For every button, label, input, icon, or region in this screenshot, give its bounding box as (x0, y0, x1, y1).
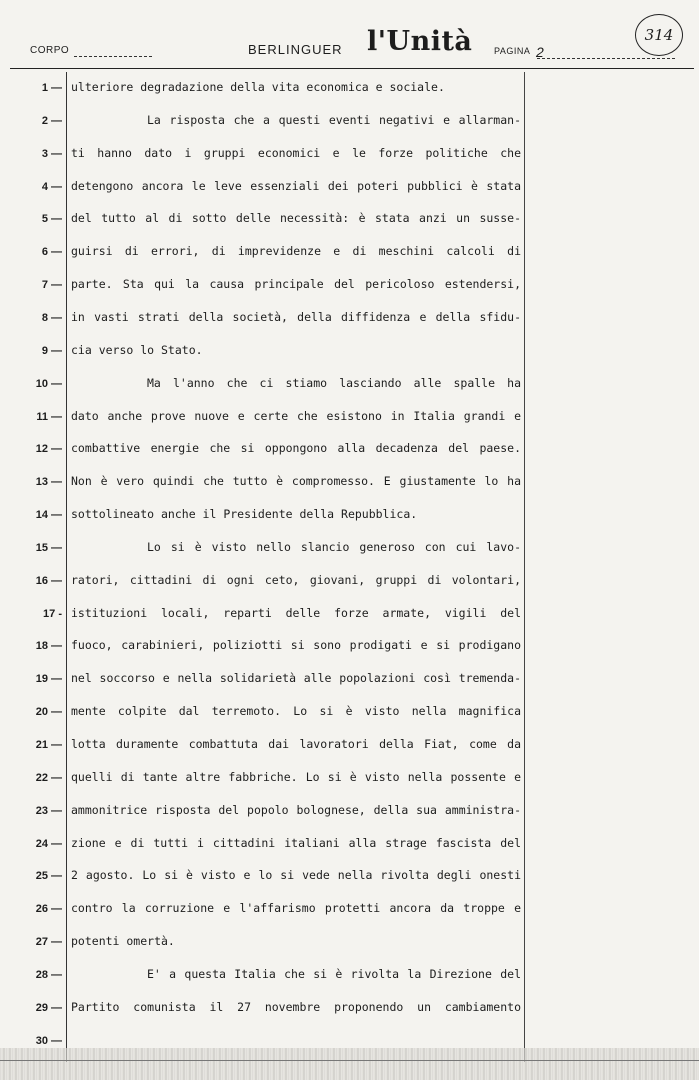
left-margin-rule (66, 72, 67, 1062)
text-line: Ma l'anno che ci stiamo lasciando alle spalle ha (147, 375, 521, 390)
line-number: 19 — (35, 673, 62, 686)
text-line: zione e di tutti i cittadini italiani alla strage fascista del (71, 835, 521, 850)
line-number: 22 — (35, 771, 62, 784)
line-number: 12 — (35, 443, 62, 456)
corpo-label: CORPO (30, 45, 70, 56)
line-number: 3 — (41, 147, 62, 160)
scan-noise-band (0, 1048, 699, 1080)
line-number: 24 — (35, 837, 62, 850)
line-number: 13 — (35, 476, 62, 489)
text-line: Non è vero quindi che tutto è compromesso. E giustamente lo ha (71, 474, 521, 489)
line-number: 16 — (35, 574, 62, 587)
line-number: 29 — (35, 1001, 62, 1014)
line-number: 28 — (35, 968, 62, 981)
line-number: 26 — (35, 903, 62, 916)
document-header (0, 0, 699, 70)
header-rule (10, 68, 694, 69)
text-line: dato anche prove nuove e certe che esistono in Italia grandi e (71, 408, 521, 423)
line-number: 4 — (41, 180, 62, 193)
text-line: 2 agosto. Lo si è visto e lo si vede nella rivolta degli onesti (71, 868, 521, 883)
text-line: ratori, cittadini di ogni ceto, giovani, gruppi di volontari, (71, 572, 521, 587)
line-number: 6 — (41, 246, 62, 259)
text-line: La risposta che a questi eventi negativi e allarman- (147, 112, 521, 127)
text-line: sottolineato anche il Presidente della Repubblica. (71, 507, 418, 522)
pagina-label: PAGINA (494, 46, 531, 56)
text-line: del tutto al di sotto delle necessità: è stata anzi un susse- (71, 211, 521, 226)
line-number: 25 — (35, 870, 62, 883)
line-number: 5 — (41, 213, 62, 226)
text-line: quelli di tante altre fabbriche. Lo si è visto nella possente e (71, 769, 521, 784)
text-line: potenti omertà. (71, 934, 175, 949)
line-number: 2 — (41, 114, 62, 127)
text-line: istituzioni locali, reparti delle forze armate, vigili del (71, 605, 521, 620)
text-line: ti hanno dato i gruppi economici e le forze politiche che (71, 145, 521, 160)
author-name: BERLINGUER (248, 42, 343, 57)
text-line: guirsi di errori, di imprevidenze e di meschini calcoli di (71, 244, 521, 259)
line-number: 10 — (35, 377, 62, 390)
right-margin-rule (524, 72, 525, 1062)
text-line: parte. Sta qui la causa principale del pericoloso estendersi, (71, 277, 521, 292)
line-number: 18 — (35, 640, 62, 653)
scan-line (0, 1060, 699, 1061)
line-number: 8 — (41, 311, 62, 324)
line-number: 15 — (35, 541, 62, 554)
archive-stamp: 314 (635, 14, 683, 56)
text-line: cia verso lo Stato. (71, 342, 203, 357)
text-line: E' a questa Italia che si è rivolta la Direzione del (147, 966, 521, 981)
line-number: 27 — (35, 936, 62, 949)
corpo-field-line (74, 56, 152, 57)
text-line: lotta duramente combattuta dai lavoratori della Fiat, come da (71, 737, 521, 751)
line-number: 9 — (41, 344, 62, 357)
text-line: ammonitrice risposta del popolo bolognese, della sua amministra- (71, 802, 521, 817)
text-line: in vasti strati della società, della diffidenza e della sfidu- (71, 309, 521, 324)
line-number: 17 - (43, 607, 62, 620)
text-line: contro la corruzione e l'affarismo protetti ancora da troppe e (71, 901, 521, 916)
text-line: detengono ancora le leve essenziali dei poteri pubblici è stata (71, 178, 521, 193)
line-number: 23 — (35, 804, 62, 817)
line-number: 21 — (35, 739, 62, 751)
text-line: ulteriore degradazione della vita economica e sociale. (71, 80, 445, 94)
text-line: mente colpite dal terremoto. Lo si è visto nella magnifica (71, 704, 521, 719)
pagina-field-line (537, 58, 675, 59)
text-line: Partito comunista il 27 novembre proponendo un cambiamento (71, 999, 521, 1014)
line-number: 11 — (36, 410, 62, 423)
text-line: Lo si è visto nello slancio generoso con cui lavo- (147, 539, 521, 554)
line-number: 30 — (35, 1034, 62, 1047)
line-number: 1 — (41, 82, 62, 94)
text-line: combattive energie che si oppongono alla decadenza del paese. (71, 441, 521, 456)
line-number: 14 — (35, 509, 62, 522)
line-number: 7 — (41, 279, 62, 292)
line-number: 20 — (35, 706, 62, 719)
newspaper-title: l'Unità (367, 26, 473, 57)
page-number: 2 (536, 44, 544, 60)
text-line: fuoco, carabinieri, poliziotti si sono prodigati e si prodigano (71, 638, 521, 653)
text-line: nel soccorso e nella solidarietà alle popolazioni così tremenda- (71, 671, 521, 686)
